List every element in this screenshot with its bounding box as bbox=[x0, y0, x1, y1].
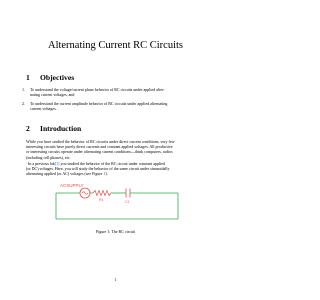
objective-number: 2. bbox=[22, 101, 25, 106]
objective-item bbox=[22, 101, 202, 112]
capacitor-label: C1 bbox=[125, 200, 130, 204]
section-title: Objectives bbox=[40, 73, 75, 82]
intro-paragraph bbox=[26, 139, 205, 160]
paragraph-text: ). bbox=[105, 171, 108, 177]
citation-link[interactable]: [1] bbox=[54, 161, 60, 166]
section-number: 1 bbox=[26, 73, 30, 82]
section-heading-introduction bbox=[26, 124, 81, 133]
figure-reference-link[interactable]: 1 bbox=[103, 171, 106, 177]
paragraph-line bbox=[26, 171, 205, 176]
objective-line: current voltages. bbox=[30, 106, 57, 112]
paragraph-line: or interesting circuits operate under alternating current conditions—think computers, radios bbox=[26, 149, 173, 155]
figure-caption: Figure 1: The RC circuit bbox=[95, 229, 136, 234]
intro-paragraph-2 bbox=[26, 161, 205, 177]
objective-item bbox=[22, 87, 202, 98]
objective-line: To understand the voltage/current phase behavior of RC circuits under applied alter- bbox=[30, 87, 165, 92]
paragraph-line: (or DC) voltages. Here, you will study the behavior of the same circuit under sinusoidally bbox=[26, 166, 170, 172]
section-heading-objectives bbox=[26, 73, 74, 82]
objective-line: To understand the current amplitude behavior of RC circuits under applied alternating bbox=[30, 101, 168, 106]
rc-circuit-diagram bbox=[46, 181, 186, 225]
paragraph-text: alternating applied (or AC) voltages (see Figure bbox=[26, 171, 104, 177]
ac-source-label: ACSUPPLY bbox=[60, 183, 84, 188]
paragraph-line: (including cell phones), etc. bbox=[26, 154, 71, 160]
paragraph-text: you studied the behavior of the RC circuit under constant applied bbox=[59, 161, 165, 166]
paragraph-line: interesting circuits have purely direct currents and constant applied voltages. All productive bbox=[26, 144, 173, 150]
page-number: 1 bbox=[114, 277, 117, 282]
section-title: Introduction bbox=[40, 124, 82, 133]
objective-line: nating current voltages, and bbox=[30, 92, 75, 98]
paragraph-line: While you have studied the behavior of RC circuits under direct current conditions, very few bbox=[26, 139, 175, 144]
objective-number: 1. bbox=[22, 87, 25, 92]
document-title: Alternating Current RC Circuits bbox=[47, 40, 184, 51]
paragraph-text: In a previous lab bbox=[28, 161, 55, 166]
resistor-label: R1 bbox=[99, 198, 104, 202]
resistor-icon bbox=[93, 191, 111, 196]
section-number: 2 bbox=[26, 124, 30, 133]
